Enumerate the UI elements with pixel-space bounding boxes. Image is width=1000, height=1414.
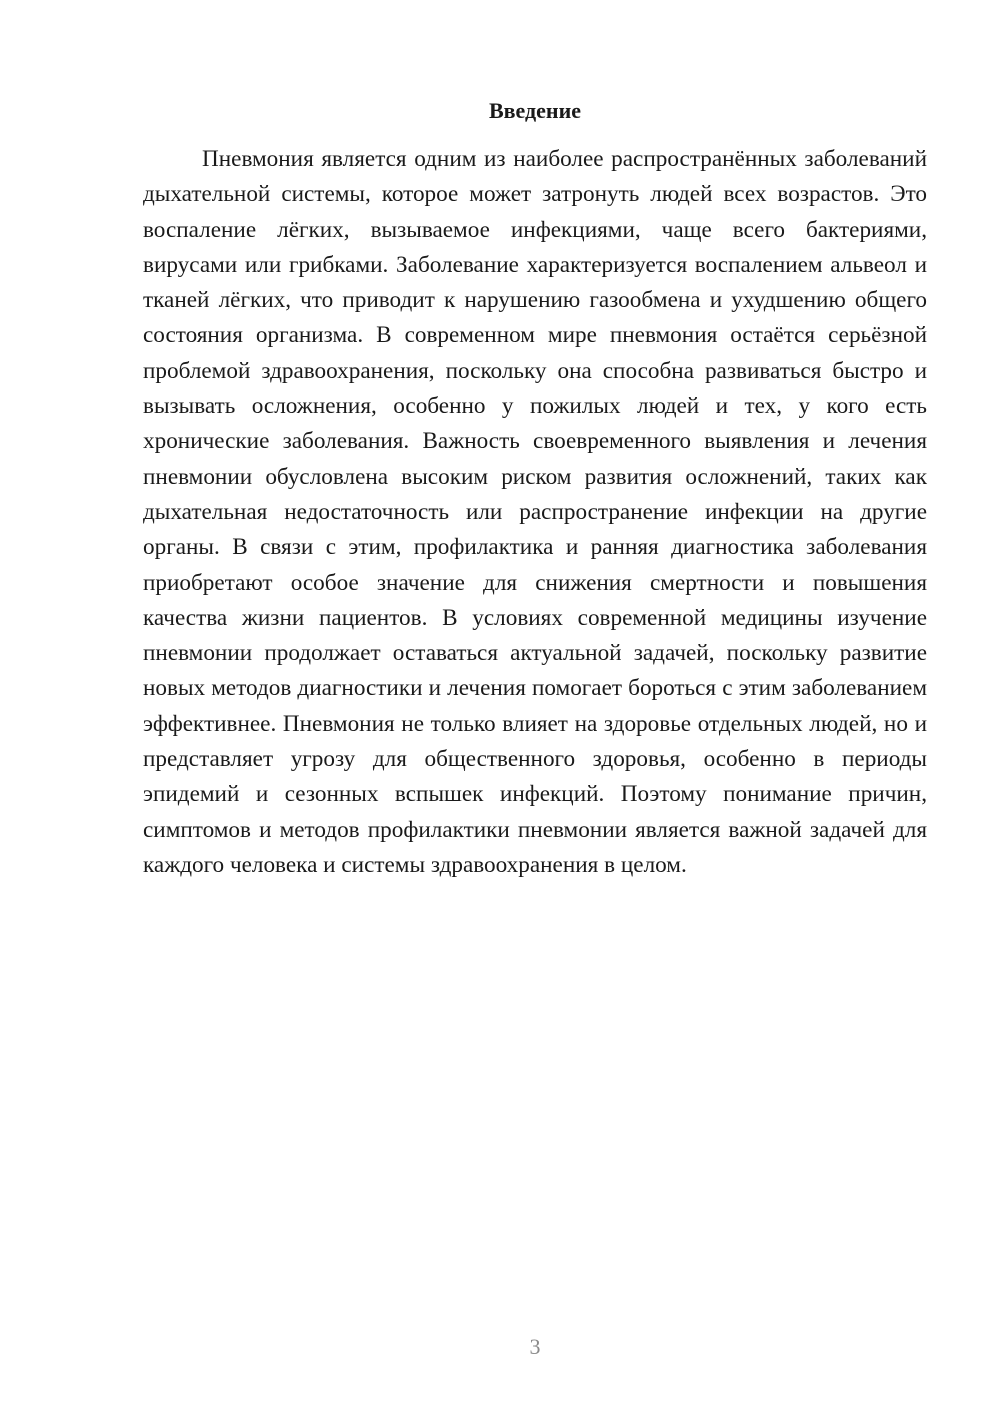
page-number: 3 <box>529 1334 541 1359</box>
body-paragraph: Пневмония является одним из наиболее распространённых заболеваний дыхательной системы, которое может затронуть людей всех возрастов. Это воспаление лёгких, вызываемое инфекциями, чаще всего бактериями, вирусами или грибками. Заболевание характеризуется воспалением альвеол и тканей лёгких, что приводит к нарушению газообмена и ухудшению общего состояния организма. В современном мире пневмония остаётся серьёзной проблемой здравоохранения, поскольку она способна развиваться быстро и вызывать осложнения, особенно у пожилых людей и тех, у кого есть хронические заболевания. Важность своевременного выявления и лечения пневмонии обусловлена высоким риском развития осложнений, таких как дыхательная недостаточность или распространение инфекции на другие органы. В связи с этим, профилактика и ранняя диагностика заболевания приобретают особое значение для снижения смертности и повышения качества жизни пациентов. В условиях современной медицины изучение пневмонии продолжает оставаться актуальной задачей, поскольку развитие новых методов диагностики и лечения помогает бороться с этим заболеванием эффективнее. Пневмония не только влияет на здоровье отдельных людей, но и представляет угрозу для общественного здоровья, особенно в периоды эпидемий и сезонных вспышек инфекций. Поэтому понимание причин, симптомов и методов профилактики пневмонии является важной задачей для каждого человека и системы здравоохранения в целом. <box>143 146 927 878</box>
section-title: Введение <box>488 98 582 123</box>
